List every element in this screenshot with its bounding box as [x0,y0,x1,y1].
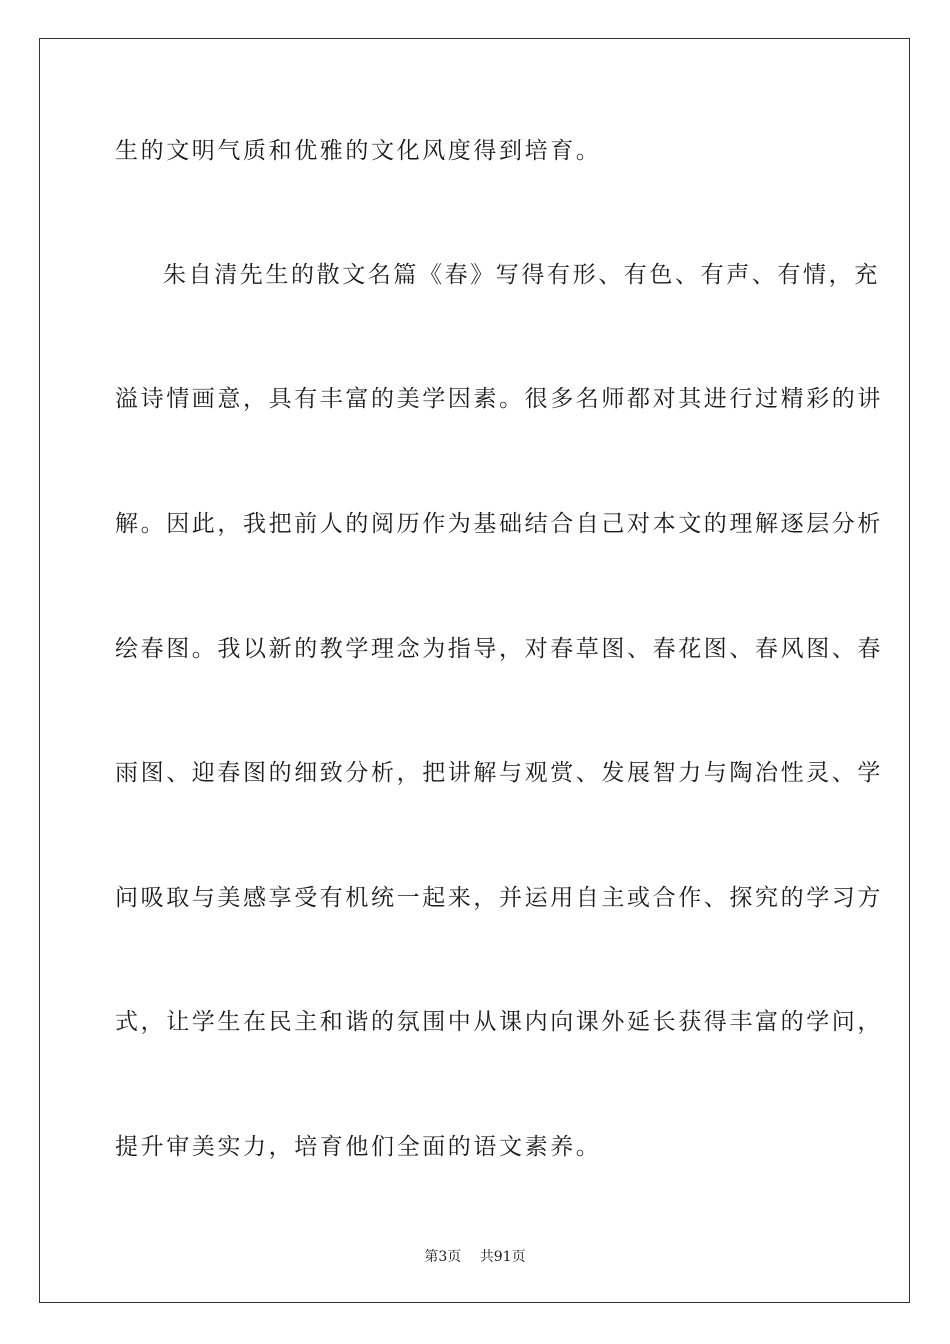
page-footer [0,1248,950,1266]
page-number: 第3页 [424,1249,462,1265]
text-line: 绘春图。我以新的教学理念为指导，对春草图、春花图、春风图、春 [115,636,883,662]
text-line: 生的文明气质和优雅的文化风度得到培育。 [115,138,602,164]
paragraph-start-line: 朱自清先生的散文名篇《春》写得有形、有色、有声、有情，充 [163,262,880,288]
text-line: 式，让学生在民主和谐的氛围中从课内向课外延长获得丰富的学问， [115,1009,883,1035]
text-line: 溢诗情画意，具有丰富的美学因素。很多名师都对其进行过精彩的讲 [115,386,883,412]
text-line: 解。因此，我把前人的阅历作为基础结合自己对本文的理解逐层分析 [115,511,883,537]
page-frame [39,38,910,1303]
text-line: 雨图、迎春图的细致分析，把讲解与观赏、发展智力与陶冶性灵、学 [115,760,883,786]
text-line: 提升审美实力，培育他们全面的语文素养。 [115,1134,602,1160]
page-total: 共91页 [479,1249,526,1265]
text-line: 问吸取与美感享受有机统一起来，并运用自主或合作、探究的学习方 [115,885,883,911]
